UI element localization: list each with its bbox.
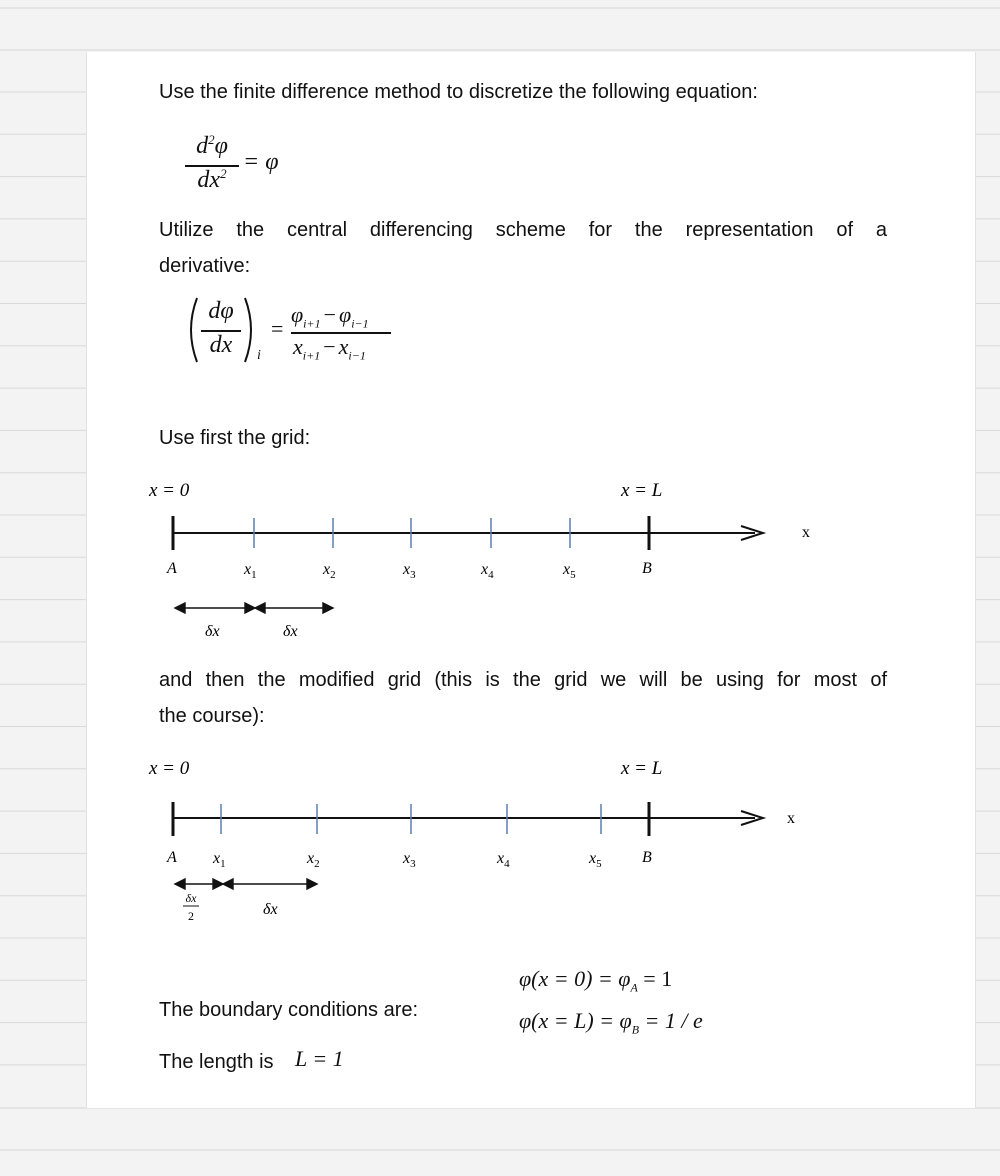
eq-den-dx: dx: [197, 167, 221, 193]
grid2-half-spacing-den: 2: [188, 909, 194, 923]
length-eq: L = 1: [295, 1046, 344, 1071]
grid1-label-end: x = L: [621, 480, 663, 501]
grid2-label-start: x = 0: [149, 758, 190, 779]
grid1-node-4: $x_4$: [481, 561, 494, 581]
scheme-text-line2: derivative:: [159, 255, 251, 277]
cd-rhs-den: [293, 334, 366, 363]
bc-2: [519, 1008, 703, 1037]
grid1-spacing-2: δx: [283, 623, 298, 640]
grid2-diagram: [87, 750, 975, 940]
grid1-spacing-arrows: [175, 603, 333, 613]
document-page: [86, 52, 976, 1108]
cd-phi-b-sub: i−1: [351, 316, 369, 331]
grid1-diagram: [87, 472, 975, 652]
eq-rhs: = φ: [243, 149, 279, 175]
grid2-label-b: B: [642, 849, 652, 866]
governing-equation: [185, 132, 325, 212]
bc-1-rhs: = 1: [637, 966, 673, 991]
cd-lhs-sub: i: [257, 348, 261, 363]
cd-x-b-sub: i−1: [348, 348, 366, 363]
grid2-node-2: $x_2$: [307, 850, 320, 870]
eq-num-d: d: [196, 133, 209, 159]
grid2-spacing-arrows: [175, 879, 317, 889]
bc-2-lhs: φ(x = L) = φ: [519, 1008, 632, 1033]
cd-phi-b: φ: [339, 302, 352, 327]
grid1-node-5: $x_5$: [563, 561, 576, 581]
grid2-intro-line1: and then the modified grid (this is the grid we will be using for most of: [159, 669, 887, 691]
cd-phi-a-sub: i+1: [303, 316, 321, 331]
intro-text: Use the finite difference method to discretize the following equation:: [159, 81, 758, 103]
bc-1-sub: A: [630, 980, 638, 995]
cd-x-b: x: [338, 334, 349, 359]
bc-1: [519, 966, 672, 995]
grid2-axis-label: x: [787, 810, 795, 827]
cd-x-a: x: [293, 334, 303, 359]
length-text: The length is: [159, 1051, 274, 1073]
grid1-label-b: B: [642, 560, 652, 577]
central-diff-formula: [183, 292, 403, 372]
grid2-label-end: x = L: [621, 758, 663, 779]
bc-text: The boundary conditions are:: [159, 999, 419, 1021]
cd-equals: =: [271, 316, 284, 341]
cd-rhs-num: [291, 302, 369, 331]
grid2-node-4: $x_4$: [497, 850, 510, 870]
grid1-label-start: x = 0: [149, 480, 190, 501]
cd-den-minus: −: [323, 334, 336, 359]
eq-num-sup: 2: [208, 132, 215, 147]
grid1-axis-label: x: [802, 524, 810, 541]
grid2-spacing: δx: [263, 901, 278, 918]
eq-den-sup: 2: [220, 166, 227, 181]
bc-2-sub: B: [631, 1022, 640, 1037]
grid1-node-1: $x_1$: [244, 561, 257, 581]
grid2-label-a: A: [167, 849, 177, 866]
cd-lhs-den: dx: [209, 332, 233, 358]
grid1-label-a: A: [167, 560, 177, 577]
cd-lhs-num: dφ: [208, 298, 234, 324]
cd-num-minus: −: [323, 302, 337, 327]
grid2-intro-line2: the course):: [159, 705, 265, 727]
grid1-node-2: $x_2$: [323, 561, 336, 581]
bc-2-rhs: = 1 / e: [639, 1008, 703, 1033]
bc-1-lhs: φ(x = 0) = φ: [519, 966, 631, 991]
grid1-node-3: $x_3$: [403, 561, 416, 581]
scheme-text-line1: Utilize the central differencing scheme for the representation of a: [159, 219, 887, 241]
grid1-intro: Use first the grid:: [159, 427, 311, 449]
grid1-spacing-1: δx: [205, 623, 220, 640]
eq-num-var: φ: [214, 133, 228, 159]
grid2-half-spacing-num: δx: [185, 891, 197, 905]
grid2-node-3: $x_3$: [403, 850, 416, 870]
cd-x-a-sub: i+1: [302, 348, 321, 363]
grid2-node-5: $x_5$: [589, 850, 602, 870]
grid2-node-1: $x_1$: [213, 850, 226, 870]
cd-phi-a: φ: [291, 302, 304, 327]
